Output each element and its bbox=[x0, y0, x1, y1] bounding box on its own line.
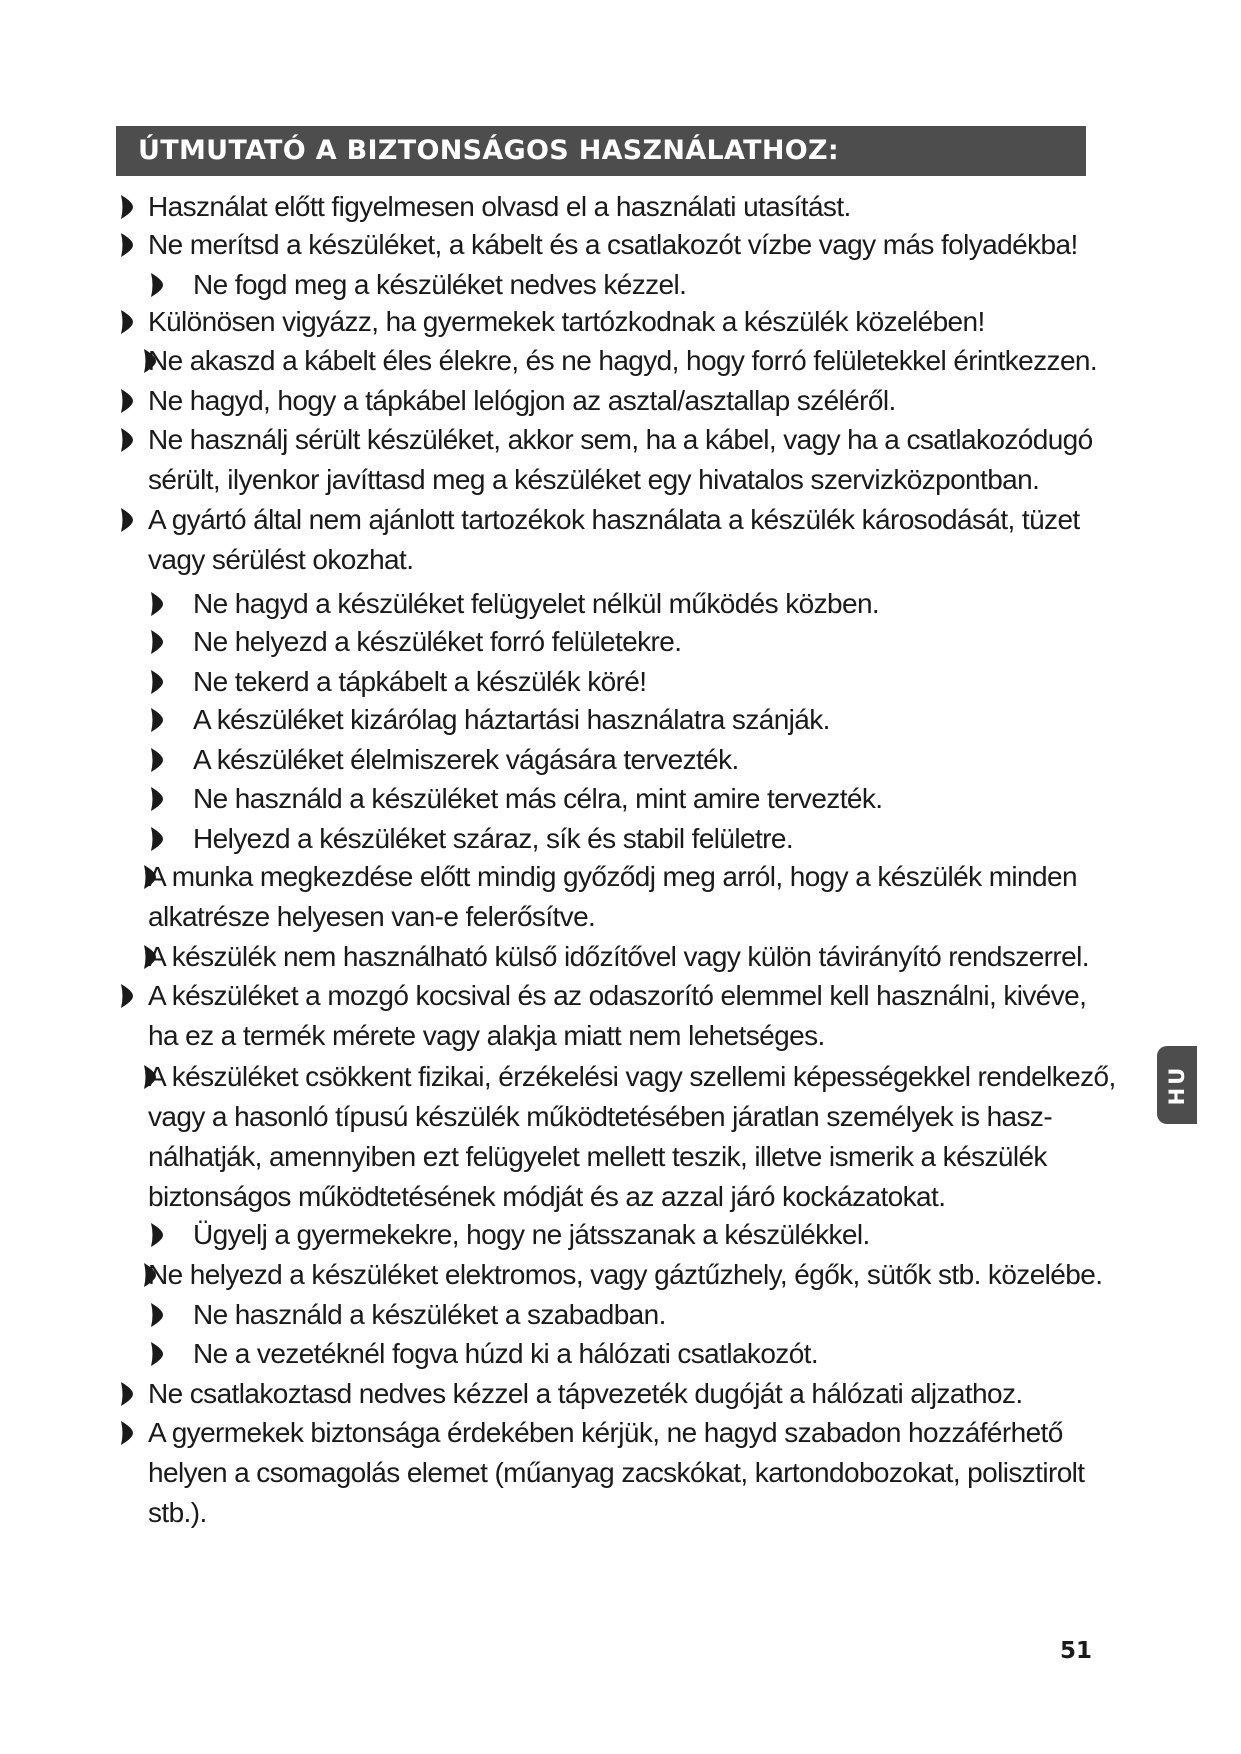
list-item bbox=[0, 937, 1241, 977]
item-text-line: sérült, ilyenkor javíttasd meg a készüléket egy hivatalos szervizközpontban. bbox=[148, 464, 1040, 495]
list-item bbox=[0, 779, 1241, 819]
list-item bbox=[0, 857, 1241, 937]
list-item bbox=[0, 1295, 1241, 1335]
item-text-line: stb.). bbox=[148, 1497, 207, 1528]
list-item bbox=[0, 740, 1241, 780]
bullet-icon bbox=[150, 669, 163, 695]
list-item bbox=[0, 420, 1241, 500]
item-text-line: Ne merítsd a készüléket, a kábelt és a csatlakozót vízbe vagy más folyadékba! bbox=[148, 229, 1078, 260]
language-tab-label: HU bbox=[1165, 1064, 1189, 1106]
item-text-line: A készüléket élelmiszerek vágására tervezték. bbox=[193, 744, 739, 775]
item-text-line: vagy a hasonló típusú készülék működtetésében járatlan személyek is hasz- bbox=[148, 1101, 1053, 1132]
bullet-icon bbox=[120, 1420, 133, 1446]
item-text-line: A gyermekek biztonsága érdekében kérjük, ne hagyd szabadon hozzáférhető bbox=[148, 1417, 1063, 1448]
list-item bbox=[0, 1374, 1241, 1414]
bullet-icon bbox=[150, 826, 163, 852]
item-text-line: A munka megkezdése előtt mindig győződj meg arról, hogy a készülék minden bbox=[148, 861, 1077, 892]
item-text-line: Ne helyezd a készüléket forró felületekre. bbox=[193, 626, 682, 657]
list-item bbox=[0, 1334, 1241, 1374]
item-text-line: biztonságos működtetésének módját és az azzal járó kockázatokat. bbox=[148, 1181, 946, 1212]
bullet-icon bbox=[120, 194, 133, 220]
bullet-icon bbox=[150, 591, 163, 617]
bullet-icon bbox=[120, 388, 133, 414]
item-text-line: ha ez a termék mérete vagy alakja miatt nem lehetséges. bbox=[148, 1020, 825, 1051]
item-text-line: Használat előtt figyelmesen olvasd el a használati utasítást. bbox=[148, 191, 851, 222]
bullet-icon bbox=[150, 1302, 163, 1328]
section-heading: ÚTMUTATÓ A BIZTONSÁGOS HASZNÁLATHOZ: bbox=[116, 126, 1086, 176]
bullet-icon bbox=[150, 1222, 163, 1248]
item-text-line: helyen a csomagolás elemet (műanyag zacskókat, kartondobozokat, polisztirolt bbox=[148, 1457, 1085, 1488]
list-item bbox=[0, 584, 1241, 624]
language-tab bbox=[1157, 1046, 1197, 1124]
bullet-icon bbox=[150, 1341, 163, 1367]
list-item bbox=[0, 187, 1241, 227]
list-item bbox=[0, 662, 1241, 702]
item-text-line: Különösen vigyázz, ha gyermekek tartózkodnak a készülék közelében! bbox=[148, 306, 985, 337]
list-item bbox=[0, 381, 1241, 421]
list-item bbox=[0, 225, 1241, 265]
list-item bbox=[0, 302, 1241, 342]
item-text-line: Helyezd a készüléket száraz, sík és stabil felületre. bbox=[193, 823, 794, 854]
item-text-line: Ne használd a készüléket a szabadban. bbox=[193, 1299, 666, 1330]
list-item bbox=[0, 1413, 1241, 1533]
item-text-line: Ne hagyd, hogy a tápkábel lelógjon az asztal/asztallap széléről. bbox=[148, 385, 896, 416]
list-item bbox=[0, 1215, 1241, 1255]
item-text-line: vagy sérülést okozhat. bbox=[148, 544, 414, 575]
item-text-line: Ne a vezetéknél fogva húzd ki a hálózati csatlakozót. bbox=[193, 1338, 819, 1369]
bullet-icon bbox=[150, 272, 163, 298]
list-item bbox=[0, 976, 1241, 1056]
bullet-icon bbox=[150, 747, 163, 773]
list-item bbox=[0, 700, 1241, 740]
bullet-icon bbox=[120, 507, 133, 533]
list-item bbox=[0, 1255, 1241, 1295]
bullet-icon bbox=[120, 1381, 133, 1407]
item-text-line: Ne csatlakoztasd nedves kézzel a tápvezeték dugóját a hálózati aljzathoz. bbox=[148, 1378, 1023, 1409]
bullet-icon bbox=[120, 427, 133, 453]
item-text-line: Ne tekerd a tápkábelt a készülék köré! bbox=[193, 666, 647, 697]
item-text-line: A gyártó által nem ajánlott tartozékok használata a készülék károsodását, tüzet bbox=[148, 504, 1080, 535]
list-item bbox=[0, 1057, 1241, 1217]
list-item bbox=[0, 500, 1241, 580]
item-text-line: Ügyelj a gyermekekre, hogy ne játsszanak a készülékkel. bbox=[193, 1219, 870, 1250]
bullet-icon bbox=[120, 983, 133, 1009]
item-text-line: Ne helyezd a készüléket elektromos, vagy gáztűzhely, égők, sütők stb. közelébe. bbox=[148, 1259, 1103, 1290]
bullet-icon bbox=[150, 786, 163, 812]
bullet-icon bbox=[150, 707, 163, 733]
list-item bbox=[0, 622, 1241, 662]
list-item bbox=[0, 819, 1241, 859]
item-text-line: Ne használd a készüléket más célra, mint amire tervezték. bbox=[193, 783, 883, 814]
item-text-line: A készüléket a mozgó kocsival és az odaszorító elemmel kell használni, kivéve, bbox=[148, 980, 1087, 1011]
page-number: 51 bbox=[1060, 1638, 1093, 1664]
item-text-line: A készülék nem használható külső időzítővel vagy külön távirányító rendszerrel. bbox=[148, 941, 1089, 972]
bullet-icon bbox=[120, 232, 133, 258]
item-text-line: Ne fogd meg a készüléket nedves kézzel. bbox=[193, 269, 687, 300]
item-text-line: Ne akaszd a kábelt éles élekre, és ne hagyd, hogy forró felületekkel érintkezzen. bbox=[148, 345, 1098, 376]
item-text-line: Ne használj sérült készüléket, akkor sem, ha a kábel, vagy ha a csatlakozódugó bbox=[148, 424, 1093, 455]
bullet-icon bbox=[120, 309, 133, 335]
item-text-line: nálhatják, amennyiben ezt felügyelet mellett teszik, illetve ismerik a készülék bbox=[148, 1141, 1047, 1172]
item-text-line: A készüléket kizárólag háztartási használatra szánják. bbox=[193, 704, 830, 735]
item-text-line: A készüléket csökkent fizikai, érzékelési vagy szellemi képességekkel rendelkező, bbox=[148, 1061, 1116, 1092]
list-item bbox=[0, 265, 1241, 305]
list-item bbox=[0, 341, 1241, 381]
bullet-icon bbox=[150, 629, 163, 655]
item-text-line: Ne hagyd a készüléket felügyelet nélkül működés közben. bbox=[193, 588, 880, 619]
item-text-line: alkatrésze helyesen van-e felerősítve. bbox=[148, 901, 596, 932]
